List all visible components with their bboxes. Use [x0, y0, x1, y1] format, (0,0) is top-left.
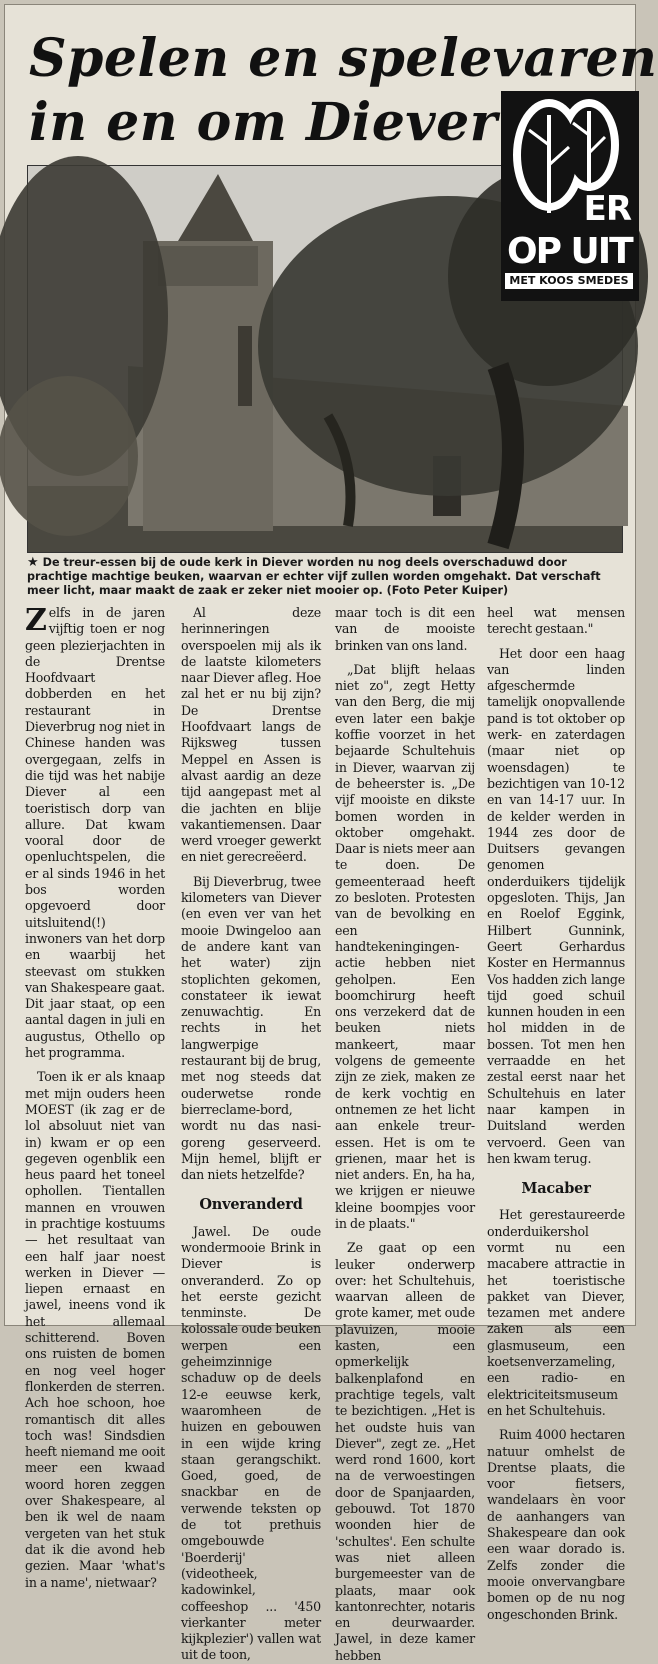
photo-caption-text: De treur-essen bij de oude kerk in Diever worden nu nog deels overschaduwd door prachtige machtige beuken, waarvan er echter vijf zullen worden omgehakt. Dat verschaft meer licht, maar maakt de zaak er zeker niet mooier op. (Foto Peter Kuiper)	[27, 556, 601, 597]
logo-er: ER	[583, 189, 631, 229]
paragraph: Ruim 4000 hectaren natuur omhelst de Drentse plaats, die voor fietsers, wandelaars èn voor de aanhangers van Shakespeare dan ook een waar dorado is. Zelfs zonder die mooie onvervangbare bomen op de nu nog ongeschonden Brink.	[487, 1427, 625, 1622]
paragraph: „Dat blijft helaas niet zo", zegt Hetty van den Berg, die mij even later een bakje koffie voorzet in het bejaarde Schultehuis in Diever, waarvan zij de beheerster is. „De vijf mooiste en dikste bomen worden in oktober omgehakt. Daar is niets meer aan te doen. De gemeenteraad heeft zo besloten. Protesten van de bevolking en een handtekeningingen-actie hebben niet geholpen. Een boomchirurg heeft ons verzekerd dat de beuken niets mankeert, maar volgens de gemeente zijn ze ziek, maken ze de kerk vochtig en ontnemen ze het licht aan enkele treur-essen. Het is om te grienen, maar het is niet anders. En, ha ha, we krijgen er nieuwe kleine boompjes voor in de plaats."	[335, 661, 475, 1231]
subheading: Macaber	[521, 1180, 591, 1198]
paragraph: Het door een haag van linden afgeschermde tamelijk onopvallende pand is tot oktober op werk- en zaterdagen (maar niet op woensdagen) te bezichtigen van 10-12 en van 14-17 uur. In de kelder werden in 1944 zes door de Duitsers gevangen genomen onderduikers tijdelijk opgesloten. Thijs, Jan en Roelof Eggink, Hilbert Gunnink, Geert Gerhardus Koster en Hermannus Vos hadden zich lange tijd goed schuil kunnen houden in een hol midden in de bossen. Tot men hen verraadde en het zestal eerst naar het Schultehuis en later naar kampen in Duitsland werden vervoerd. Geen van hen kwam terug.	[487, 645, 625, 1166]
subheading: Onveranderd	[199, 1196, 303, 1214]
paragraph: Het gerestaureerde onderduikershol vormt nu een macabere attractie in het toeristische pakket van Diever, tezamen met andere zaken als een glasmuseum, een koetsenverzameling, een radio- en elektriciteitsmuseum en het Schultehuis.	[487, 1207, 625, 1418]
headline-line-2: in en om Diever	[29, 92, 498, 153]
paragraph: Bij Dieverbrug, twee kilometers van Diever (en even ver van het mooie Dwingeloo aan de andere kant van het water) zijn stoplichten gekomen, constateer ik iewat zenuwachtig. En rechts in het langwerpige restaurant bij de brug, met nog steeds dat ouderwetse ronde bierreclame-bord, wordt nu das nasi-goreng geserveerd. Mijn hemel, blijft er dan niets hetzelfde?	[181, 873, 321, 1183]
logo-byline: MET KOOS SMEDES	[505, 273, 633, 289]
article-column-4	[487, 605, 625, 1623]
headline-line-1: Spelen en spelevaren	[29, 28, 658, 89]
paragraph: Toen ik er als knaap met mijn ouders heen MOEST (ik zag er de lol absoluut niet van in) kwam er op een gegeven ogenblik een heus paard het toneel ophollen. Tientallen mannen en vrouwen in prachtige kostuums — het resultaat van een half jaar noest werken in Diever — liepen ernaast en jawel, ineens vond ik het allemaal schitterend. Boven ons ruisten de bomen en nog veel hoger flonkerden de sterren. Ach hoe schoon, hoe romantisch dit alles toch was! Sindsdien heeft niemand me ooit meer een kwaad woord horen zeggen over Shakespeare, al ben ik wel de naam vergeten van het stuk dat ik die avond heb gezien. Maar 'what's in a name', nietwaar?	[25, 1069, 165, 1590]
drop-cap: Z	[25, 603, 47, 638]
photo-caption	[27, 556, 623, 598]
article-column-1	[25, 605, 165, 1591]
newspaper-clipping	[4, 4, 658, 1663]
paragraph: Ze gaat op een leuker onderwerp over: het Schultehuis, waarvan alleen de grote kamer, met oude plavuizen, mooie kasten, een opmerkelijk balkenplafond en prachtige tegels, valt te bezichtigen. „Het is het oudste huis van Diever", zegt ze. „Het werd rond 1600, kort na de verwoestingen door de Spanjaarden, gebouwd. Tot 1870 woonden hier de 'schultes'. Een schulte was niet alleen burgemeester van de plaats, maar ook kantonrechter, notaris en deurwaarder. Jawel, in deze kamer hebben	[335, 1240, 475, 1663]
er-op-uit-logo	[501, 91, 639, 301]
paragraph: Al deze herinneringen overspoelen mij als ik de laatste kilometers naar Diever afleg. Hoe zal het er nu bij zijn? De Drentse Hoofdvaart langs de Rijksweg tussen Meppel en Assen is alvast aardig an deze tijd aangepast met al die jachten en blije vakantiemensen. Daar werd vroeger gewerkt en niet gerecreëerd.	[181, 605, 321, 865]
article-column-2	[181, 605, 321, 1664]
logo-op-uit: OP UIT	[507, 231, 632, 272]
star-icon: ★	[27, 555, 39, 570]
paragraph: maar toch is dit een van de mooiste brinken van ons land.	[335, 605, 475, 653]
paragraph-text: elfs in de jaren vijftig toen er nog geen plezierjachten in de Drentse Hoofdvaart dobberden en het restaurant in Dieverbrug nog niet in Chinese handen was overgegaan, zelfs in die tijd was het nabije Diever al een toeristisch dorp van allure. Dat kwam vooral door de openluchtspelen, die er al sinds 1946 in het bos worden opgevoerd door uitsluitend(!) inwoners van het dorp en waarbij het steevast om stukken van Shakespeare gaat. Dit jaar staat, op een aantal dagen in juli en augustus, Othello op het programma.	[25, 605, 165, 1061]
paragraph: heel wat mensen terecht gestaan."	[487, 605, 625, 637]
article-column-3	[335, 605, 475, 1664]
paragraph	[25, 605, 165, 1061]
paragraph: Jawel. De oude wondermooie Brink in Diever is onveranderd. Zo op het eerste gezicht tenminste. De kolossale oude beuken werpen een geheimzinnige schaduw op de deels 12-e eeuwse kerk, waaromheen de huizen en gebouwen in een wijde kring staan gerangschikt. Goed, goed, de snackbar en de verwende teksten op de tot prethuis omgebouwde 'Boerderij' (videotheek, kadowinkel, coffeeshop ... '450 vierkanter meter kijkplezier') vallen wat uit de toon,	[181, 1223, 321, 1663]
